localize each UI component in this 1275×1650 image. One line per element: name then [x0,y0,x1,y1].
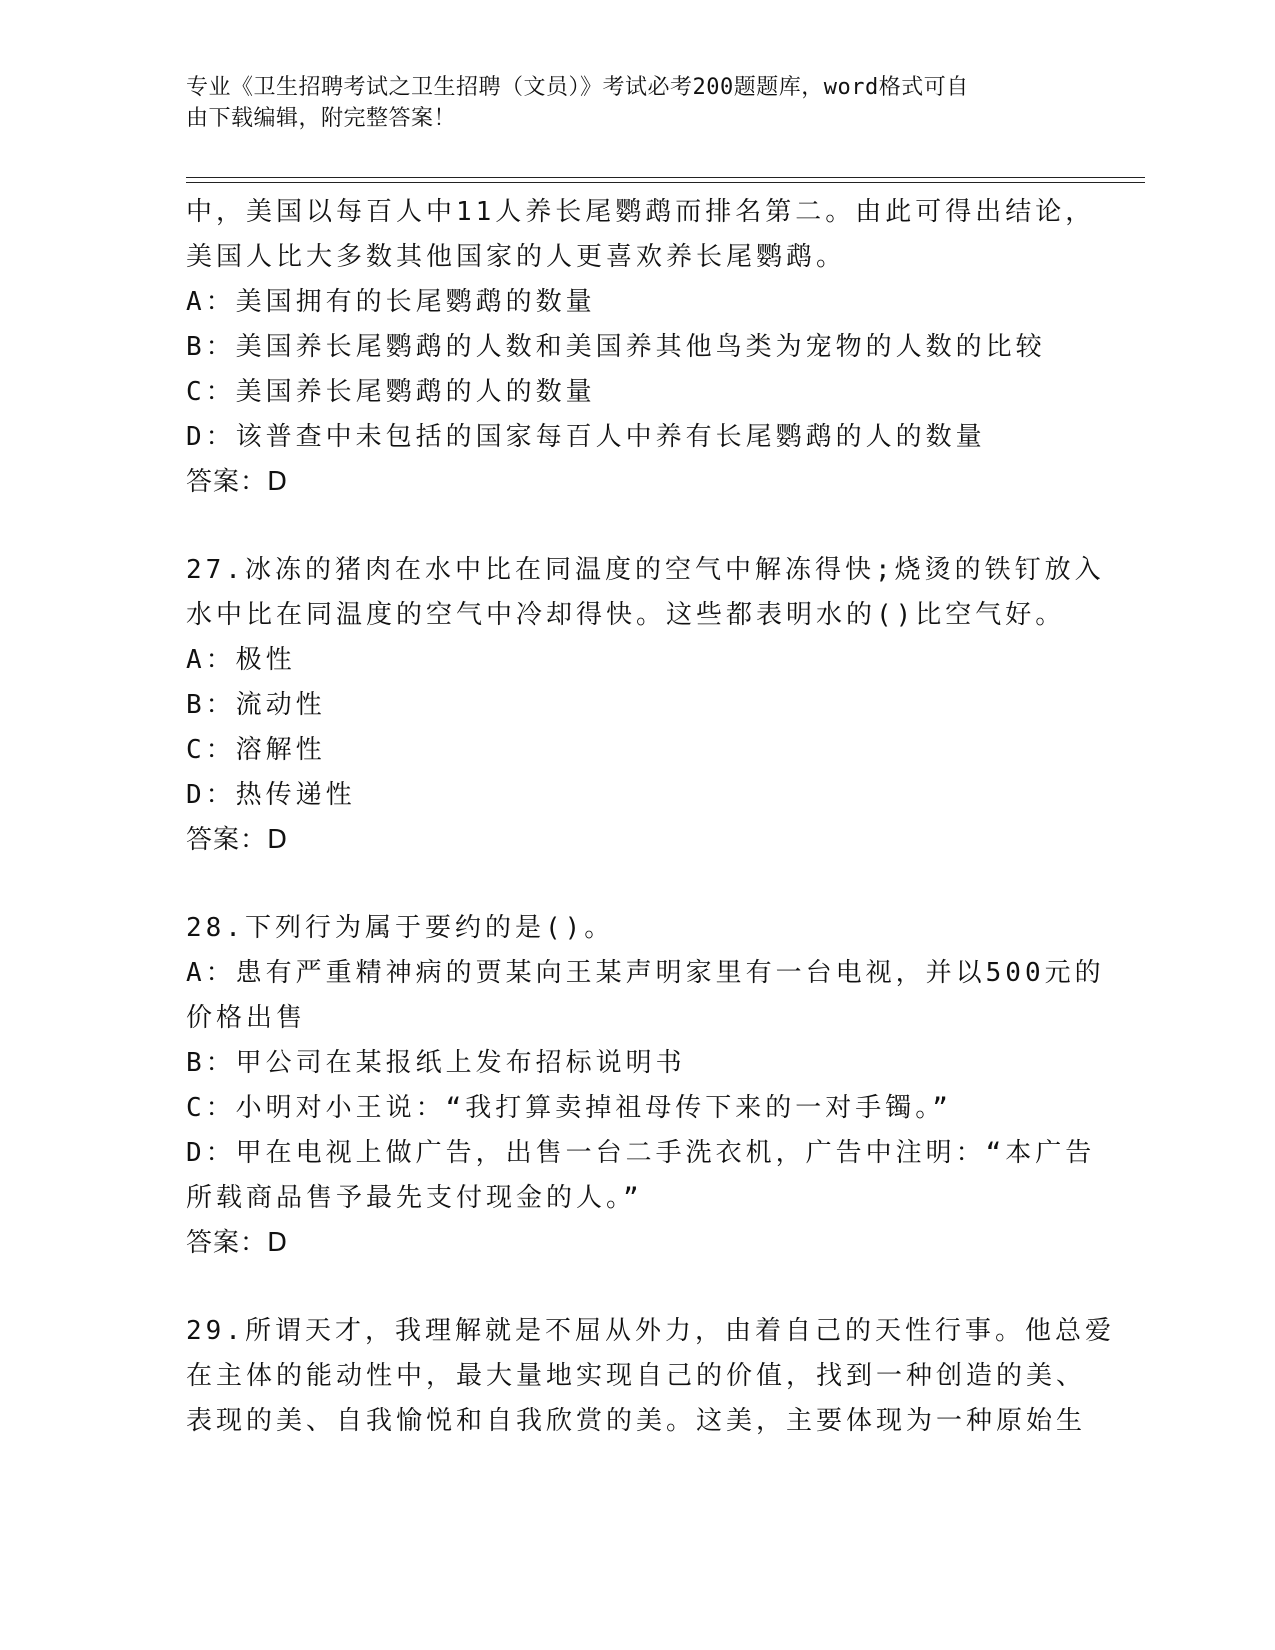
option-a: A：患有严重精神病的贾某向王某声明家里有一台电视，并以500元的 [186,958,1105,988]
option-a-continued: 价格出售 [186,1003,307,1033]
question-text: 28.下列行为属于要约的是()。 [186,913,615,943]
header-rule-top [186,177,1145,178]
question-29 [186,1309,1115,1444]
question-text: 水中比在同温度的空气中冷却得快。这些都表明水的()比空气好。 [186,600,1066,630]
option-c: C：溶解性 [186,735,326,765]
option-a: A：极性 [186,645,296,675]
question-text: 表现的美、自我愉悦和自我欣赏的美。这美，主要体现为一种原始生 [186,1406,1087,1436]
question-text: 美国人比大多数其他国家的人更喜欢养长尾鹦鹉。 [186,242,847,272]
header-rule-bottom [186,182,1145,183]
question-26 [186,190,1096,505]
answer: 答案：D [186,1228,289,1258]
option-c: C：美国养长尾鹦鹉的人的数量 [186,377,596,407]
option-d: D：甲在电视上做广告，出售一台二手洗衣机，广告中注明：“本广告 [186,1138,1096,1168]
answer: 答案：D [186,825,289,855]
option-b: B：甲公司在某报纸上发布招标说明书 [186,1048,686,1078]
question-27 [186,548,1105,863]
option-b: B：流动性 [186,690,326,720]
option-d: D：热传递性 [186,780,356,810]
question-text: 在主体的能动性中，最大量地实现自己的价值，找到一种创造的美、 [186,1361,1087,1391]
question-text: 中，美国以每百人中11人养长尾鹦鹉而排名第二。由此可得出结论， [186,197,1096,227]
option-d-continued: 所载商品售予最先支付现金的人。” [186,1183,643,1213]
document-header [186,72,1066,134]
option-c: C：小明对小王说：“我打算卖掉祖母传下来的一对手镯。” [186,1093,952,1123]
answer: 答案：D [186,467,289,497]
option-a: A：美国拥有的长尾鹦鹉的数量 [186,287,596,317]
header-line-2: 由下载编辑，附完整答案！ [186,106,457,131]
question-text: 29.所谓天才，我理解就是不屈从外力，由着自己的天性行事。他总爱 [186,1316,1115,1346]
option-b: B：美国养长尾鹦鹉的人数和美国养其他鸟类为宠物的人数的比较 [186,332,1046,362]
question-28 [186,906,1105,1266]
header-line-1: 专业《卫生招聘考试之卫生招聘（文员）》考试必考200题题库，word格式可自 [186,75,969,100]
question-text: 27.冰冻的猪肉在水中比在同温度的空气中解冻得快;烧烫的铁钉放入 [186,555,1105,585]
option-d: D：该普查中未包括的国家每百人中养有长尾鹦鹉的人的数量 [186,422,986,452]
document-body [186,190,1115,1444]
